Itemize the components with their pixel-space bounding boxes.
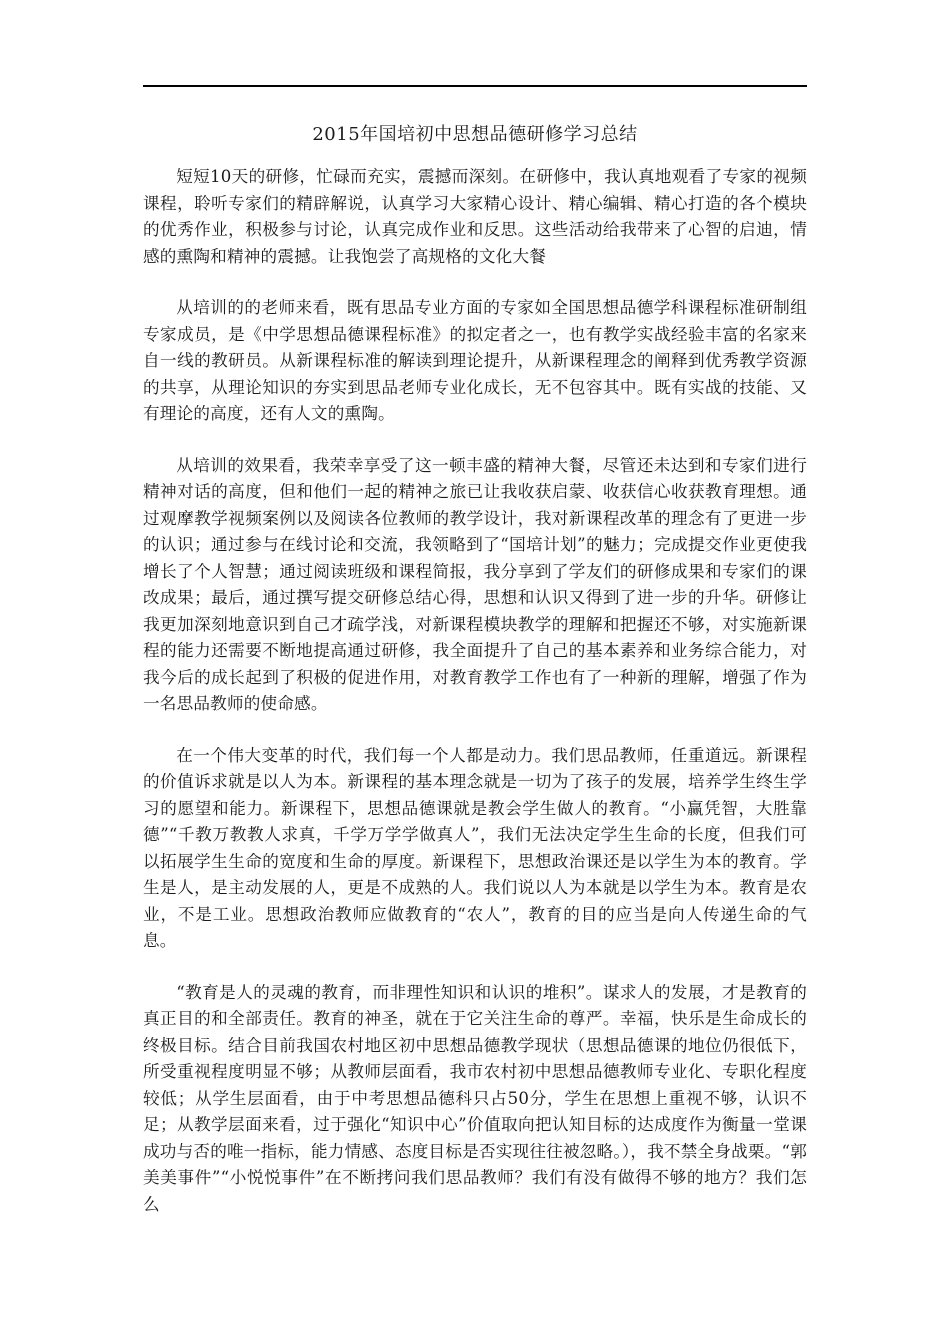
paragraph-4: 在一个伟大变革的时代，我们每一个人都是动力。我们思品教师，任重道远。新课程的价值诉求就是以人为本。新课程的基本理念就是一切为了孩子的发展，培养学生终生学习的愿望和能力。新课程下，思想品德课就是教会学生做人的教育。“小赢凭智，大胜靠德”“千教万教教人求真，千学万学学做真人”，我们无法决定学生生命的长度，但我们可以拓展学生生命的宽度和生命的厚度。新课程下，思想政治课还是以学生为本的教育。学生是人，是主动发展的人，更是不成熟的人。我们说以人为本就是以学生为本。教育是农业，不是工业。思想政治教师应做教育的“农人”，教育的目的应当是向人传递生命的气息。 <box>143 745 807 950</box>
document-title: 2015年国培初中思想品德研修学习总结 <box>312 124 638 145</box>
paragraph-5: “教育是人的灵魂的教育，而非理性知识和认识的堆积”。谋求人的发展，才是教育的真正目的和全部责任。教育的神圣，就在于它关注生命的尊严。幸福，快乐是生命成长的终极目标。结合目前我国农村地区初中思想品德教学现状（思想品德课的地位仍很低下，所受重视程度明显不够；从教师层面看，我市农村初中思想品德教师专业化、专职化程度较低；从学生层面看，由于中考思想品德科只占50分，学生在思想上重视不够，认识不足；从教学层面来看，过于强化“知识中心”价值取向把认知目标的达成度作为衡量一堂课成功与否的唯一指标，能力情感、态度目标是否实现往往被忽略。），我不禁全身战栗。“郭美美事件”“小悦悦事件”在不断拷问我们思品教师？我们有没有做得不够的地方？我们怎么 <box>143 982 807 1214</box>
paragraph-1: 短短10天的研修，忙碌而充实，震撼而深刻。在研修中，我认真地观看了专家的视频课程，聆听专家们的精辟解说，认真学习大家精心设计、精心编辑、精心打造的各个模块的优秀作业，积极参与讨论，认真完成作业和反思。这些活动给我带来了心智的启迪，情感的熏陶和精神的震撼。让我饱尝了高规格的文化大餐 <box>143 167 807 266</box>
document-body <box>143 116 807 1218</box>
header-rule <box>143 85 807 87</box>
paragraph-3: 从培训的效果看，我荣幸享受了这一顿丰盛的精神大餐，尽管还未达到和专家们进行精神对话的高度，但和他们一起的精神之旅已让我收获启蒙、收获信心收获教育理想。通过观摩教学视频案例以及阅读各位教师的教学设计，我对新课程改革的理念有了更进一步的认识；通过参与在线讨论和交流，我领略到了“国培计划”的魅力；完成提交作业更使我增长了个人智慧；通过阅读班级和课程简报，我分享到了学友们的研修成果和专家们的课改成果；最后，通过撰写提交研修总结心得，思想和认识又得到了进一步的升华。研修让我更加深刻地意识到自己才疏学浅，对新课程模块教学的理解和把握还不够，对实施新课程的能力还需要不断地提高通过研修，我全面提升了自己的基本素养和业务综合能力，对我今后的成长起到了积极的促进作用，对教育教学工作也有了一种新的理解，增强了作为一名思品教师的使命感。 <box>143 455 807 713</box>
paragraph-2: 从培训的的老师来看，既有思品专业方面的专家如全国思想品德学科课程标准研制组专家成员，是《中学思想品德课程标准》的拟定者之一，也有教学实战经验丰富的名家来自一线的教研员。从新课程标准的解读到理论提升，从新课程理念的阐释到优秀教学资源的共享，从理论知识的夯实到思品老师专业化成长，无不包容其中。既有实战的技能、又有理论的高度，还有人文的熏陶。 <box>143 298 807 423</box>
